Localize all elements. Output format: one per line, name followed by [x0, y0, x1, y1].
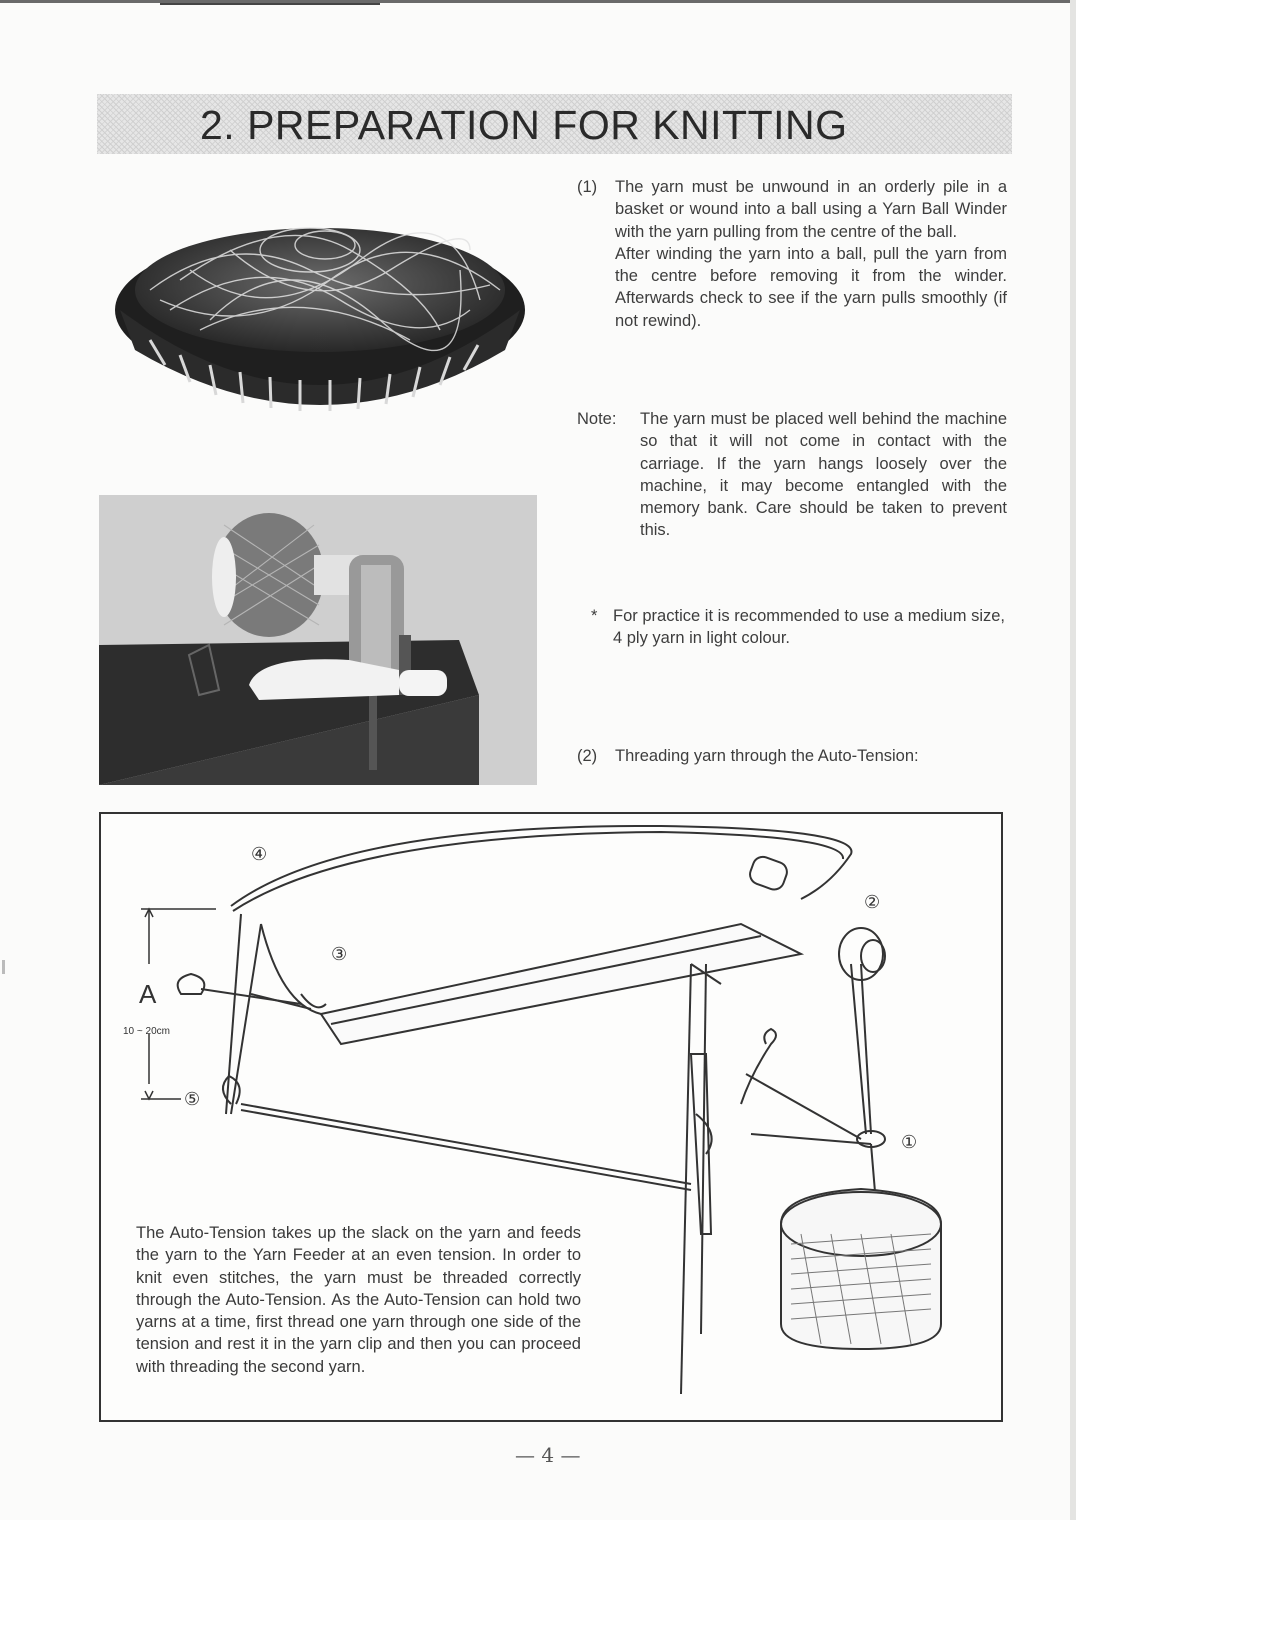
step-2-paragraph [577, 745, 1007, 775]
diagram-caption: The Auto-Tension takes up the slack on the yarn and feeds the yarn to the Yarn Feeder at an even tension. In order to knit even stitches, the yarn must be threaded correctly through the Auto-Tension. As the Auto-Tension can hold two yarns at a time, first thread one yarn through one side of the tension and rest it in the yarn clip and then you can proceed with threading the second yarn. [136, 1224, 581, 1376]
guide-3-label: ③ [331, 944, 348, 965]
dimension-range-label: 10 ~ 20cm [123, 1026, 170, 1037]
guide-5-label: ⑤ [184, 1089, 201, 1110]
page-number: — 4 — [515, 1443, 581, 1467]
practice-text: For practice it is recommended to use a medium size, 4 ply yarn in light colour. [613, 607, 1005, 648]
note-text: The yarn must be placed well behind the machine so that it will not come in contact with the carriage. If the yarn hangs loosely over the machine, it may become entangled with the memory bank. Care should be taken to prevent this. [640, 410, 1007, 540]
step-1-label: (1) [577, 178, 598, 196]
guide-4-label: ④ [251, 844, 268, 865]
scan-speck [2, 960, 5, 974]
section-title: 2. PREPARATION FOR KNITTING [200, 102, 848, 148]
guide-1-label: ① [901, 1132, 918, 1153]
note-label: Note: [577, 410, 617, 428]
note-paragraph [577, 408, 1007, 548]
auto-tension-diagram [99, 812, 1003, 1422]
yarn-basket-photo [110, 190, 530, 435]
step-1-text-b: After winding the yarn into a ball, pull the yarn from the centre before removing it from the winder. Afterwards check to see if the yarn pulls smoothly (if not rewind). [615, 244, 1007, 330]
dimension-a-label: A [139, 979, 157, 1009]
top-rule-accent [160, 3, 380, 5]
asterisk-marker: * [591, 607, 598, 625]
practice-tip [591, 605, 1011, 655]
step-2-text: Threading yarn through the Auto-Tension: [615, 747, 919, 765]
step-1-text-a: The yarn must be unwound in an orderly pile in a basket or wound into a ball using a Yarn Ball Winder with the yarn pulling from the centre of the ball. [615, 178, 1007, 241]
yarn-winder-photo [99, 495, 537, 785]
step-1-paragraph [577, 176, 1007, 356]
step-2-label: (2) [577, 747, 598, 765]
guide-2-label: ② [864, 892, 881, 913]
